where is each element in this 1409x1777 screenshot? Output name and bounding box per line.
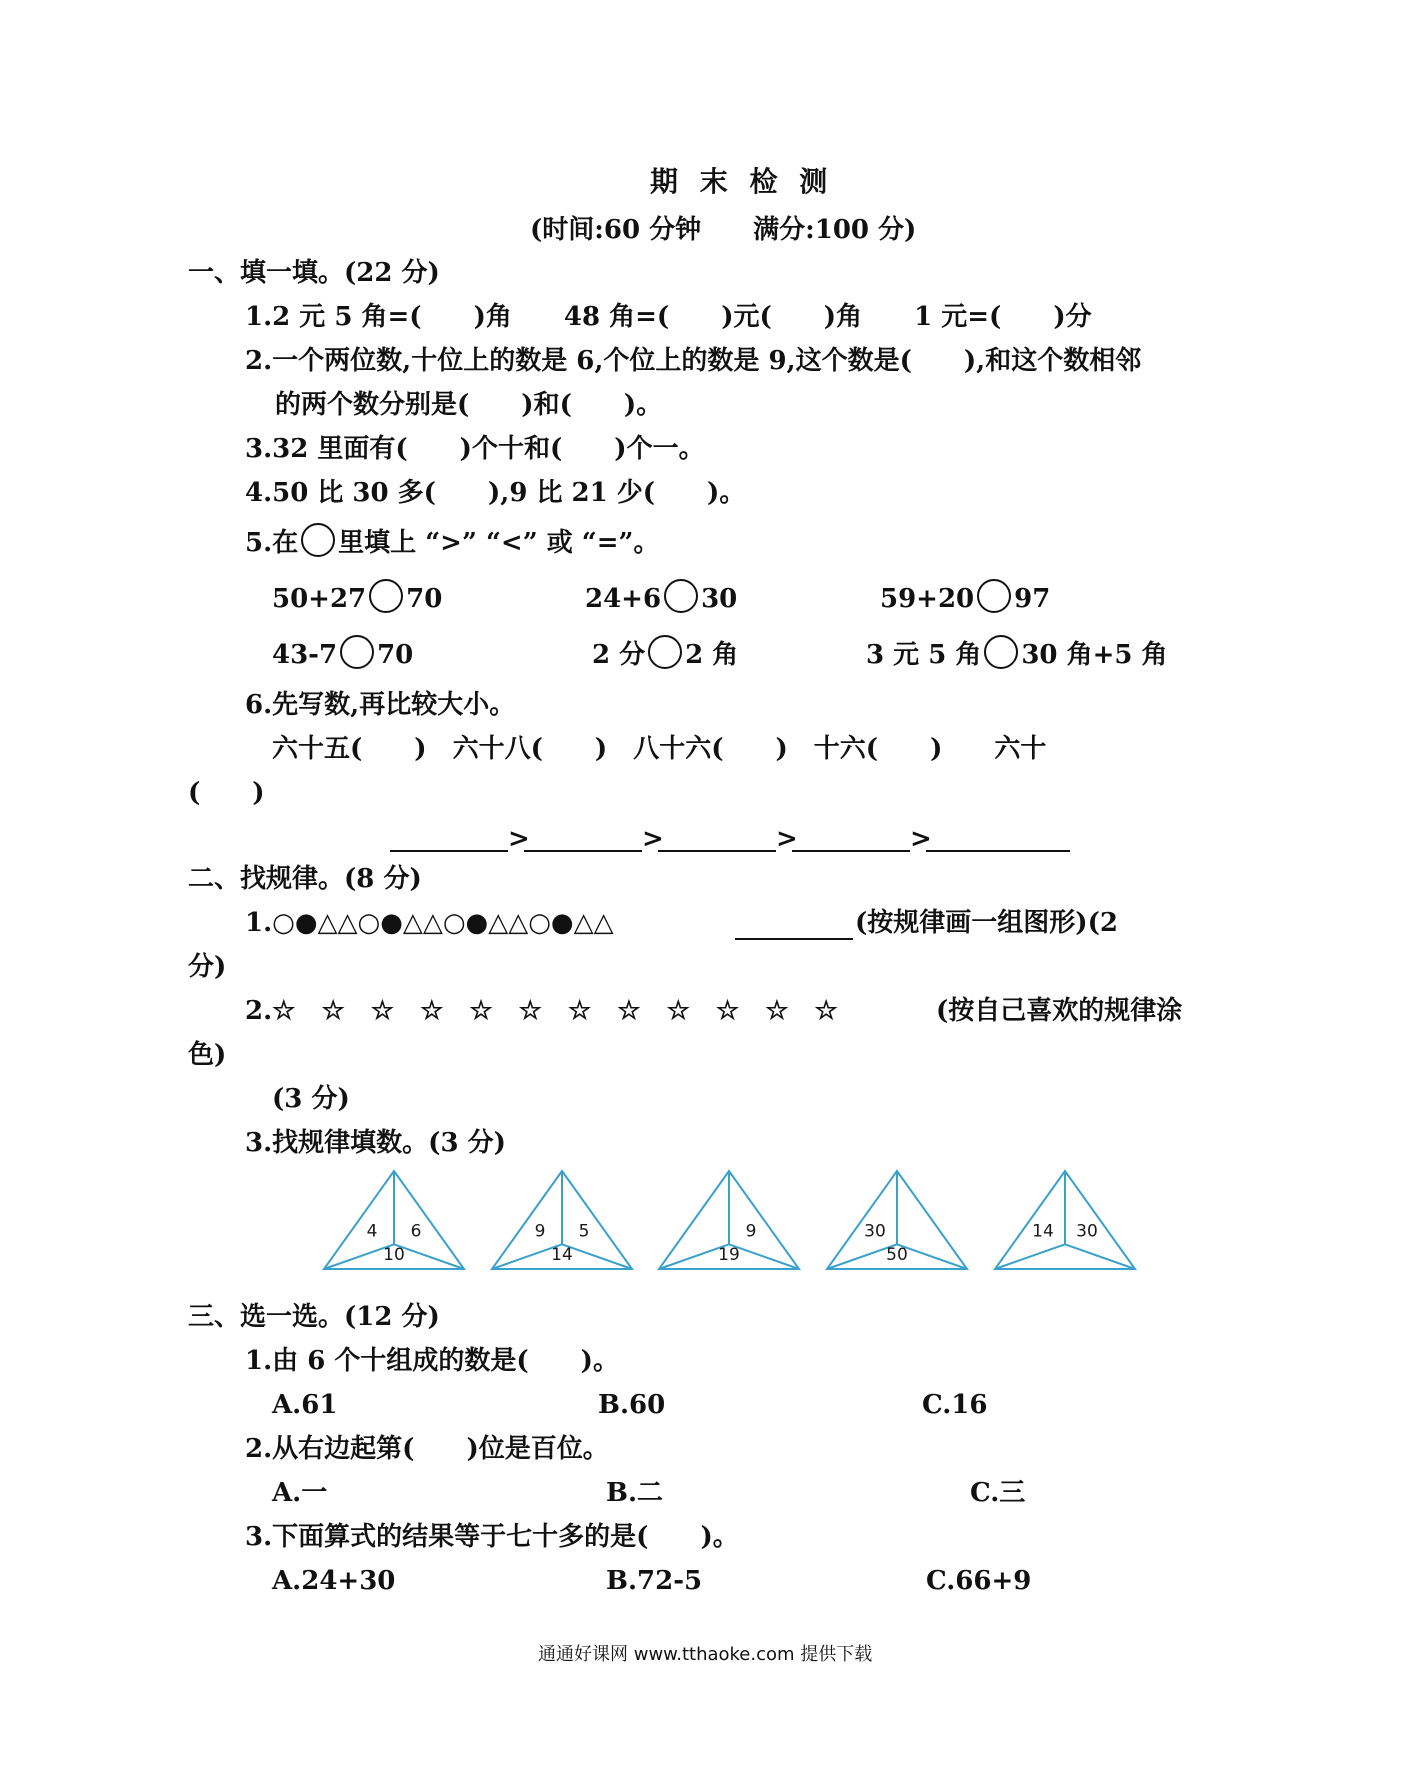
greater-than-sign: > xyxy=(642,824,664,854)
question-2-1-shapes: 1.○●△△○●△△○●△△○●△△ xyxy=(245,908,614,938)
option-c[interactable]: C.三 xyxy=(970,1478,1026,1508)
compare-right: 70 xyxy=(377,640,414,670)
option-b[interactable]: B.二 xyxy=(606,1478,664,1508)
number-triangle xyxy=(490,1168,634,1272)
order-blank[interactable] xyxy=(792,850,910,852)
footer-credit: 通通好课网 www.tthaoke.com 提供下载 xyxy=(538,1644,873,1665)
compare-circle-icon[interactable] xyxy=(664,579,698,613)
question-1-4: 4.50 比 30 多( ),9 比 21 少( )。 xyxy=(245,478,746,508)
q5-suffix: 里填上 “>” “<” 或 “=”。 xyxy=(338,528,660,558)
triangle-right-number: 6 xyxy=(410,1221,422,1242)
triangle-left-number: 30 xyxy=(864,1221,886,1242)
compare-item xyxy=(272,584,442,614)
question-1-5 xyxy=(245,528,659,558)
compare-right: 2 角 xyxy=(685,640,739,670)
question-3-3: 3.下面算式的结果等于七十多的是( )。 xyxy=(245,1522,739,1552)
compare-circle-icon[interactable] xyxy=(977,579,1011,613)
question-2-2-stars: 2.☆ ☆ ☆ ☆ ☆ ☆ ☆ ☆ ☆ ☆ ☆ ☆ xyxy=(245,996,838,1026)
question-1-2-line2: 的两个数分别是( )和( )。 xyxy=(275,390,663,420)
page-subtitle: (时间:60 分钟 满分:100 分) xyxy=(530,215,917,245)
compare-circle-icon xyxy=(301,523,335,557)
triangle-bottom-number: 19 xyxy=(718,1245,740,1265)
option-c[interactable]: C.16 xyxy=(922,1390,988,1420)
compare-item xyxy=(866,640,1168,670)
compare-left: 43-7 xyxy=(272,640,338,670)
option-b[interactable]: B.60 xyxy=(598,1390,666,1420)
triangle-left-number: 4 xyxy=(366,1221,378,1242)
compare-left: 59+20 xyxy=(880,584,975,614)
question-1-1: 1.2 元 5 角=( )角 48 角=( )元( )角 1 元=( )分 xyxy=(245,302,1092,332)
option-b[interactable]: B.72-5 xyxy=(606,1566,703,1596)
greater-than-sign: > xyxy=(910,824,932,854)
option-a[interactable]: A.一 xyxy=(272,1478,328,1508)
compare-circle-icon[interactable] xyxy=(369,579,403,613)
pattern-answer-blank[interactable] xyxy=(735,938,853,940)
compare-circle-icon[interactable] xyxy=(984,635,1018,669)
question-2-3: 3.找规律填数。(3 分) xyxy=(245,1128,506,1158)
q6-number-words: 六十五( ) 六十八( ) 八十六( ) 十六( ) 六十 xyxy=(272,734,1047,764)
compare-left: 50+27 xyxy=(272,584,367,614)
question-3-1: 1.由 6 个十组成的数是( )。 xyxy=(245,1346,619,1376)
q6-wrap: ( ) xyxy=(188,778,265,808)
compare-right: 70 xyxy=(406,584,443,614)
compare-item xyxy=(585,584,737,614)
compare-item xyxy=(592,640,738,670)
compare-left: 3 元 5 角 xyxy=(866,640,982,670)
compare-right: 30 角+5 角 xyxy=(1021,640,1168,670)
compare-right: 97 xyxy=(1014,584,1051,614)
triangle-bottom-number: 10 xyxy=(383,1245,405,1265)
question-2-1-wrap: 分) xyxy=(188,952,227,982)
number-triangle xyxy=(657,1168,801,1272)
question-2-2-score: (3 分) xyxy=(272,1084,350,1114)
number-triangle xyxy=(825,1168,969,1272)
compare-item xyxy=(880,584,1050,614)
question-2-2-instruction: (按自己喜欢的规律涂 xyxy=(936,996,1183,1026)
option-a[interactable]: A.61 xyxy=(272,1390,338,1420)
order-blank[interactable] xyxy=(524,850,642,852)
section-1-heading: 一、填一填。(22 分) xyxy=(188,258,440,288)
greater-than-sign: > xyxy=(776,824,798,854)
triangle-right-number: 9 xyxy=(745,1221,757,1242)
triangle-right-number: 5 xyxy=(578,1221,590,1242)
section-3-heading: 三、选一选。(12 分) xyxy=(188,1302,440,1332)
question-2-2-wrap: 色) xyxy=(188,1040,227,1070)
order-blank[interactable] xyxy=(926,850,1070,852)
compare-item xyxy=(272,640,413,670)
number-triangle xyxy=(322,1168,466,1272)
number-triangle xyxy=(993,1168,1137,1272)
question-2-1-instruction: (按规律画一组图形)(2 xyxy=(855,908,1118,938)
question-1-6: 6.先写数,再比较大小。 xyxy=(245,690,516,720)
order-blank[interactable] xyxy=(658,850,776,852)
triangle-divider xyxy=(995,1244,1065,1269)
option-a[interactable]: A.24+30 xyxy=(272,1566,396,1596)
page-title: 期 末 检 测 xyxy=(650,165,834,198)
q5-prefix: 5.在 xyxy=(245,528,299,558)
triangle-bottom-number: 14 xyxy=(551,1245,573,1265)
question-1-3: 3.32 里面有( )个十和( )个一。 xyxy=(245,434,705,464)
triangle-divider xyxy=(1065,1244,1135,1269)
section-2-heading: 二、找规律。(8 分) xyxy=(188,864,422,894)
triangle-left-number: 9 xyxy=(534,1221,546,1242)
compare-left: 2 分 xyxy=(592,640,646,670)
compare-circle-icon[interactable] xyxy=(648,635,682,669)
option-c[interactable]: C.66+9 xyxy=(926,1566,1032,1596)
triangle-bottom-number: 50 xyxy=(886,1245,908,1265)
question-3-2: 2.从右边起第( )位是百位。 xyxy=(245,1434,609,1464)
question-1-2-line1: 2.一个两位数,十位上的数是 6,个位上的数是 9,这个数是( ),和这个数相邻 xyxy=(245,346,1142,376)
compare-left: 24+6 xyxy=(585,584,662,614)
triangle-left-number: 14 xyxy=(1032,1221,1054,1242)
compare-right: 30 xyxy=(701,584,738,614)
compare-circle-icon[interactable] xyxy=(340,635,374,669)
greater-than-sign: > xyxy=(508,824,530,854)
triangle-right-number: 30 xyxy=(1076,1221,1098,1242)
order-blank[interactable] xyxy=(390,850,508,852)
